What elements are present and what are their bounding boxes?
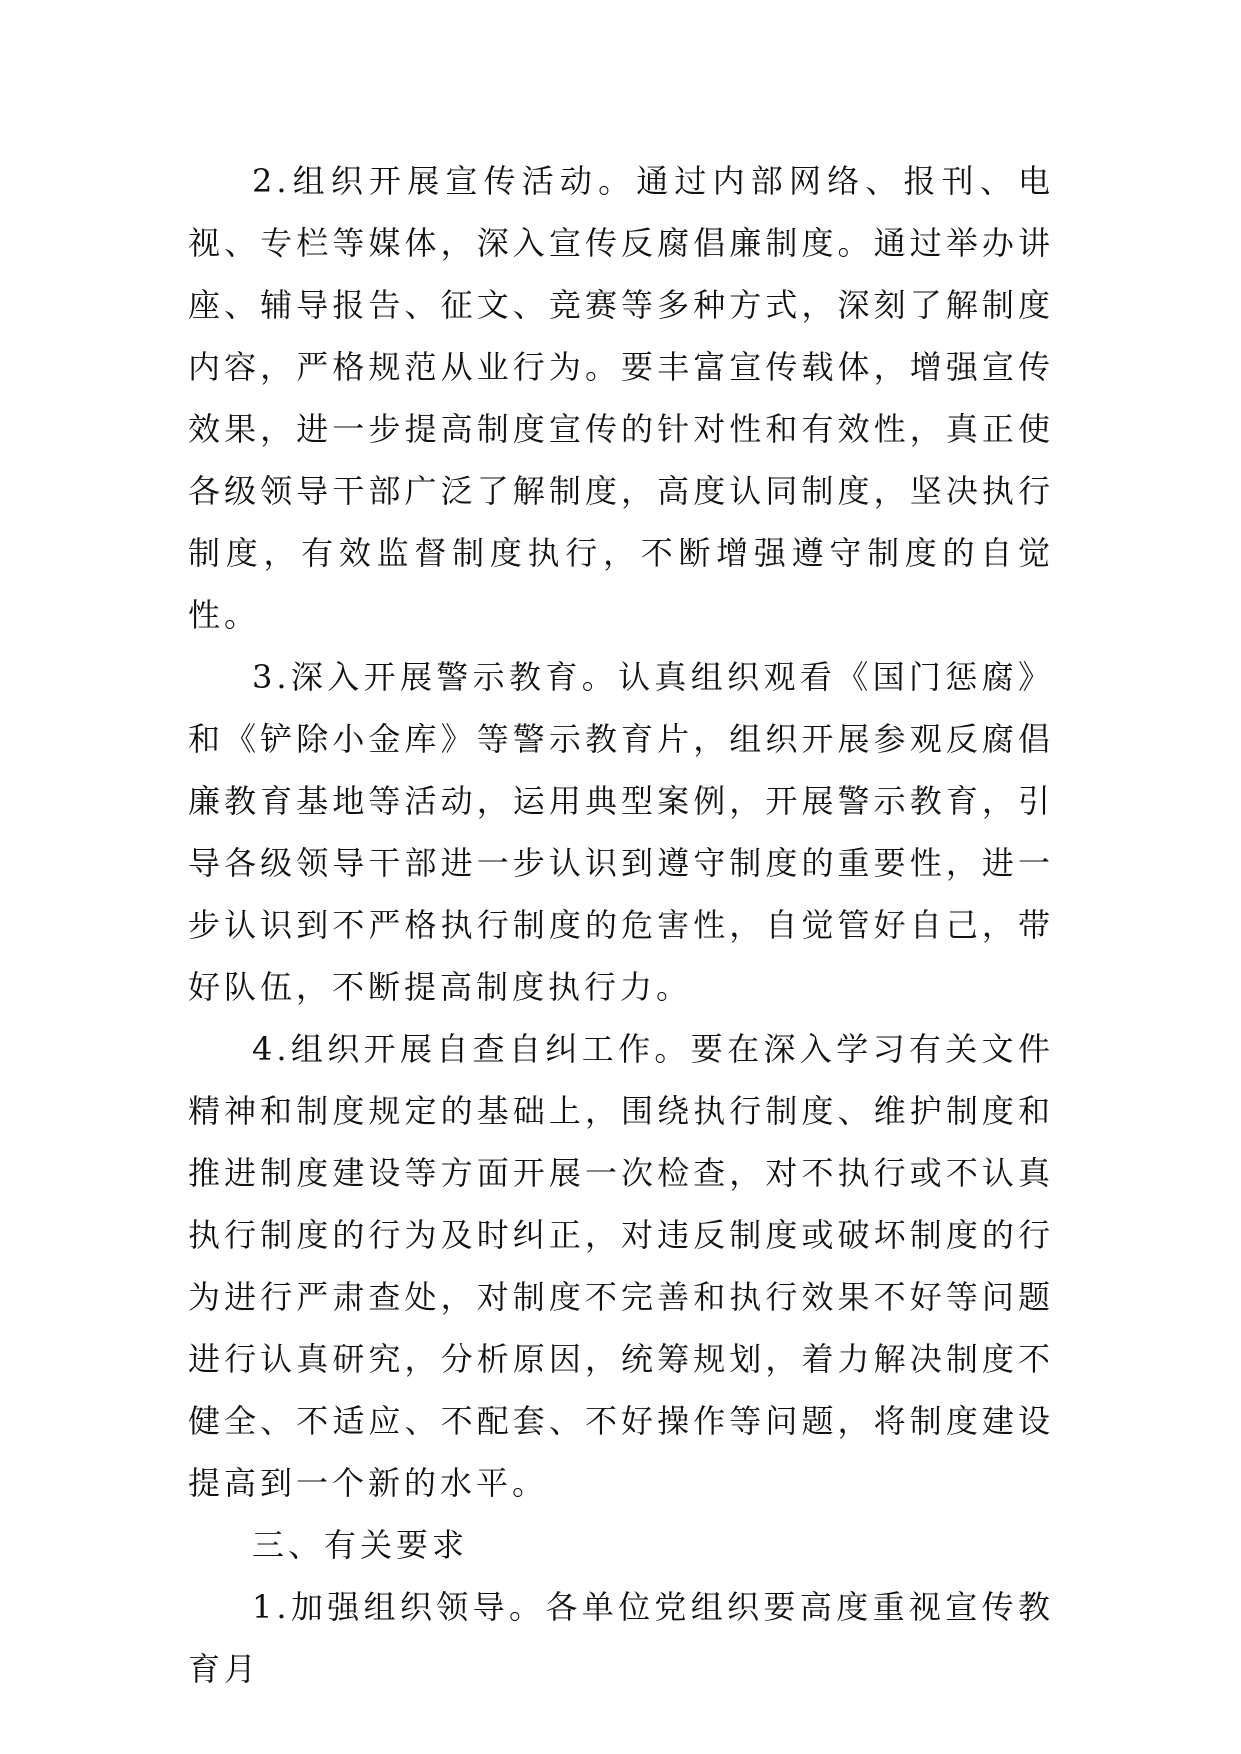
paragraph-item-2-publicity: 2.组织开展宣传活动。通过内部网络、报刊、电视、专栏等媒体，深入宣传反腐倡廉制度。通过举办讲座、辅导报告、征文、竞赛等多种方式，深刻了解制度内容，严格规范从业行为。要丰富宣传载体，增强宣传效果，进一步提高制度宣传的针对性和有效性，真正使各级领导干部广泛了解制度，高度认同制度，坚决执行制度，有效监督制度执行，不断增强遵守制度的自觉性。 [188,162,1054,634]
section-heading-requirements: 三、有关要求 [252,1526,469,1564]
document-body [188,150,1054,1700]
paragraph-item-3-warning-education: 3.深入开展警示教育。认真组织观看《国门惩腐》和《铲除小金库》等警示教育片，组织开展参观反腐倡廉教育基地等活动，运用典型案例，开展警示教育，引导各级领导干部进一步认识到遵守制度的重要性，进一步认识到不严格执行制度的危害性，自觉管好自己，带好队伍，不断提高制度执行力。 [188,658,1054,1006]
paragraph-item-4-self-inspection: 4.组织开展自查自纠工作。要在深入学习有关文件精神和制度规定的基础上，围绕执行制度、维护制度和推进制度建设等方面开展一次检查，对不执行或不认真执行制度的行为及时纠正，对违反制度或破坏制度的行为进行严肃查处，对制度不完善和执行效果不好等问题进行认真研究，分析原因，统筹规划，着力解决制度不健全、不适应、不配套、不好操作等问题，将制度建设提高到一个新的水平。 [188,1030,1054,1502]
paragraph-item-1-leadership: 1.加强组织领导。各单位党组织要高度重视宣传教育月 [188,1588,1054,1688]
